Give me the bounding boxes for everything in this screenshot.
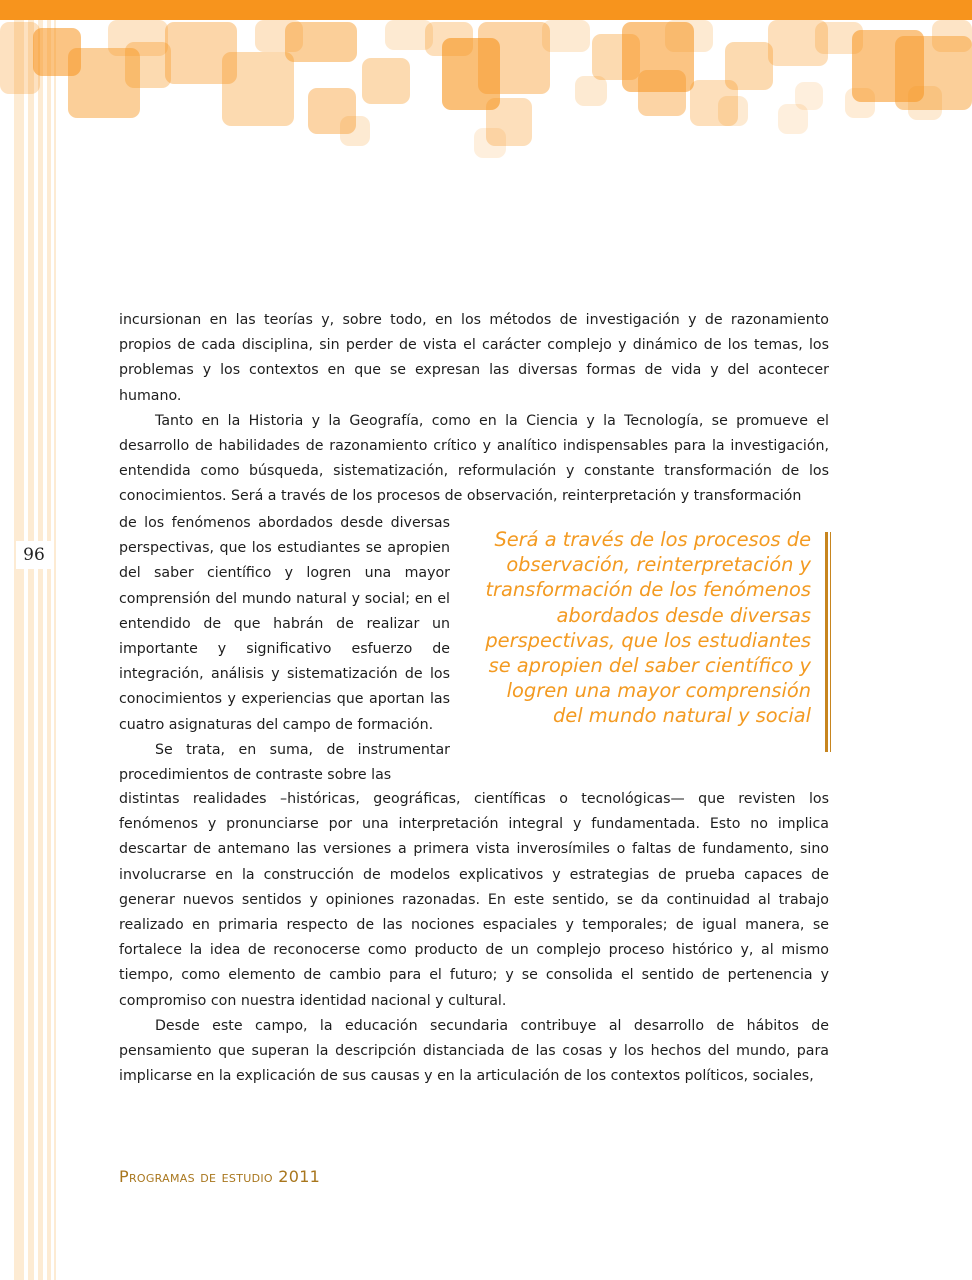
paragraph-4: Desde este campo, la educación secundaria contribuye al desarrollo de hábitos de pensamiento que superan la descripción distanciada de las cosas y los hechos del mundo, para implicarse en la explicación de sus causas y en la articulación de los contextos políticos, sociales, [119, 1017, 829, 1085]
pull-quote: Será a través de los procesos de observación, reinterpretación y transformación de los fenómenos abordados desde diversas perspectivas, que los estudiantes se apropien del saber científico y logren una mayor comprensión del mundo natural y social [485, 528, 811, 728]
body-text-column [119, 511, 450, 788]
paragraph-2-continued: de los fenómenos abordados desde diversas perspectivas, que los estudiantes se apropien del saber científico y logren una mayor comprensión del mundo natural y social; en el entendido de que habrán de realizar un importante y significativo esfuerzo de integración, análisis y sistematización de los conocimientos y experiencias que aportan las cuatro asignaturas del campo de formación. [119, 515, 450, 733]
body-text-bottom [119, 787, 829, 1089]
decorative-stripe [47, 0, 51, 1280]
body-text-top [119, 308, 829, 510]
paragraph-2: Tanto en la Historia y la Geografía, como en la Ciencia y la Tecnología, se promueve el desarrollo de habilidades de razonamiento crítico y analítico indispensables para la investigación, entendida como búsqueda, sistematización, reformulación y constante transformación de los conocimientos. Será a través de los procesos de observación, reinterpretación y transformación [119, 412, 829, 505]
header-squares-decoration [0, 20, 972, 170]
paragraph-3-start: Se trata, en suma, de instrumentar procedimientos de contraste sobre las [119, 741, 450, 784]
paragraph-3-rest: distintas realidades –históricas, geográficas, científicas o tecnológicas— que revisten los fenómenos y pronunciarse por una interpretación integral y fundamentada. Esto no implica descartar de antemano las versiones a primera vista inverosímiles o faltas de fundamento, sino involucrarse en la construcción de modelos explicativos y estrategias de prueba capaces de generar nuevos sentidos y opiniones razonadas. En este sentido, se da continuidad al trabajo realizado en primaria respecto de las nociones espaciales y temporales; de igual manera, se fortalece la idea de reconocerse como producto de un complejo proceso histórico y, al mismo tiempo, como elemento de cambio para el futuro; y se consolida el sentido de pertenencia y compromiso con nuestra identidad nacional y cultural. [119, 791, 829, 1009]
footer-title: Programas de estudio 2011 [119, 1167, 321, 1186]
decorative-stripe [28, 0, 34, 1280]
paragraph-1: incursionan en las teorías y, sobre todo, en los métodos de investigación y de razonamiento propios de cada disciplina, sin perder de vista el carácter complejo y dinámico de los temas, los problemas y los contextos en que se expresan las diversas formas de vida y del acontecer humano. [119, 312, 829, 404]
page-number: 96 [16, 541, 52, 569]
decorative-stripe [38, 0, 43, 1280]
pull-quote-bar [825, 532, 828, 752]
decorative-stripe [14, 0, 24, 1280]
header-band [0, 0, 972, 20]
decorative-stripe [54, 0, 56, 1280]
pull-quote-bar [830, 532, 831, 752]
